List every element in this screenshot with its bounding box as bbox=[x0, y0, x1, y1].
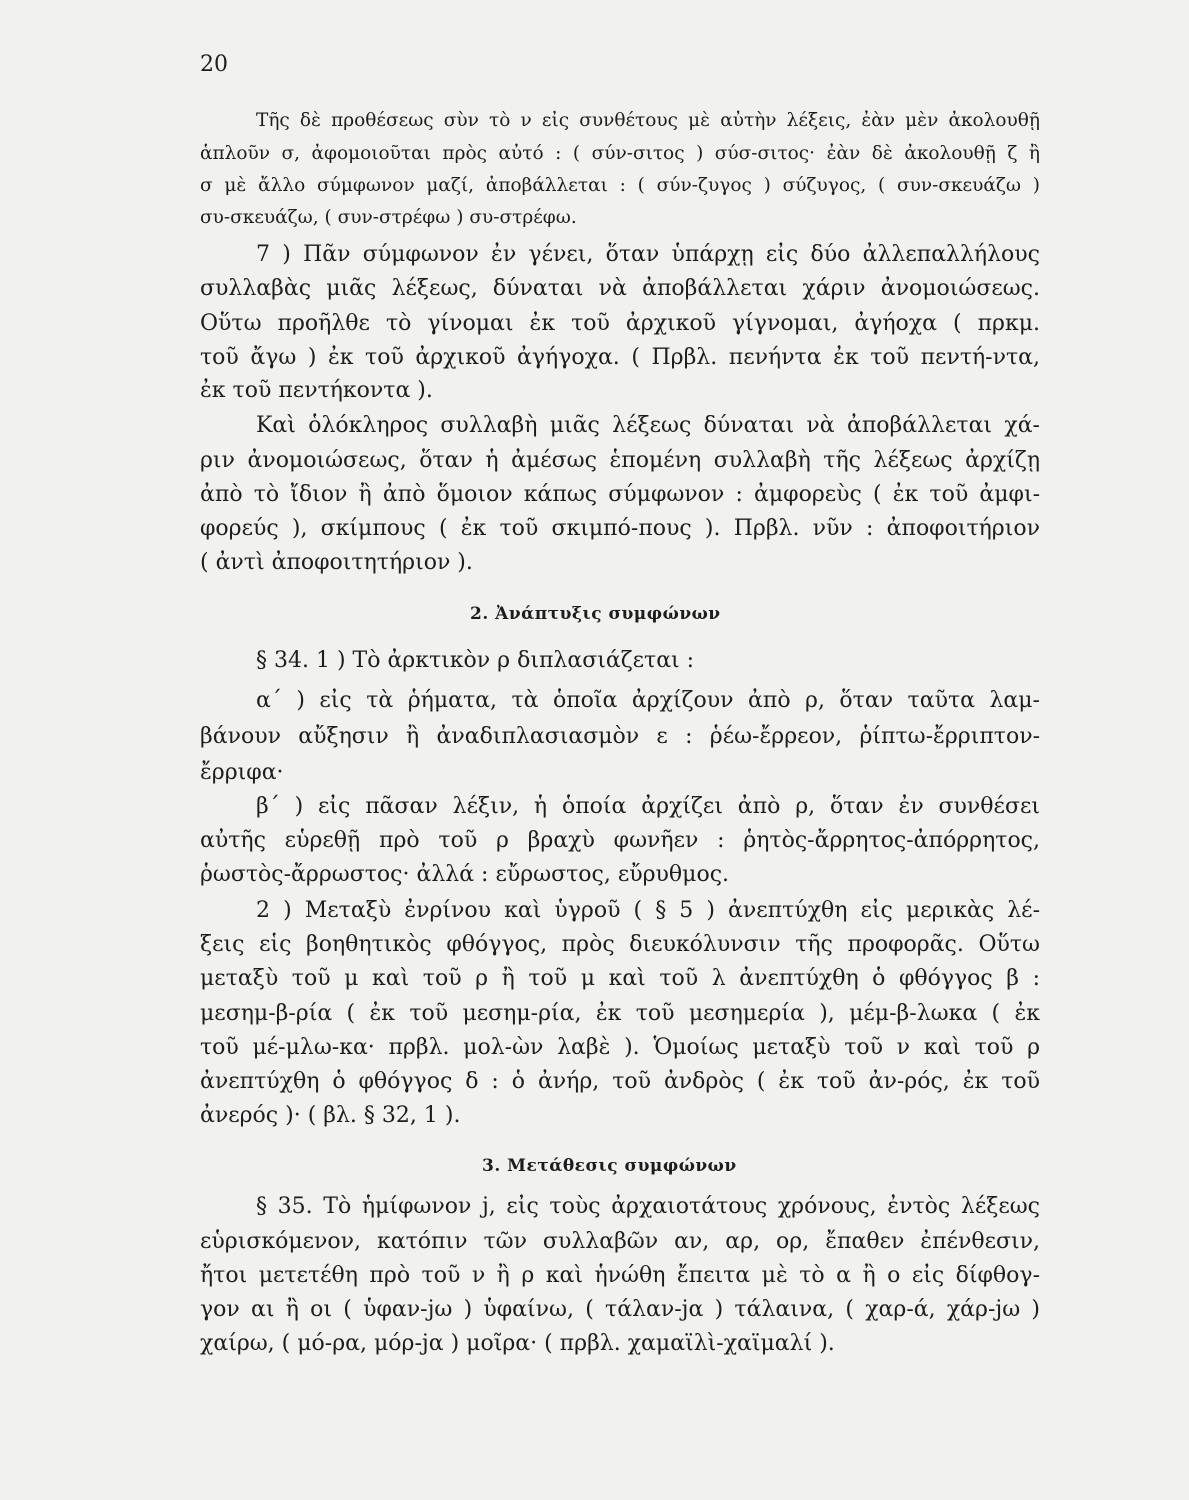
text-line: μεσημ-β-ρία ( ἐκ τοῦ μεσημ-ρία, ἐκ τοῦ μεσημερία ), μέμ-β-λωκα ( ἐκ bbox=[200, 1001, 1040, 1026]
text-line: ἀπὸ τὸ ἴδιον ἢ ἀπὸ ὅμοιον κάπως σύμφωνον : ἀμφορεὺς ( ἐκ τοῦ ἀμφι- bbox=[200, 482, 1040, 507]
text-line: Τῆς δὲ προθέσεως σὺν τὸ ν εἰς συνθέτους μὲ αὐτὴν λέξεις, ἐὰν μὲν ἀκολουθῇ bbox=[256, 110, 1040, 131]
text-line: ἁπλοῦν σ, ἀφομοιοῦται πρὸς αὐτό : ( σύν-σιτος ) σύσ-σιτος· ἐὰν δὲ ἀκολουθῇ ζ ἢ bbox=[200, 143, 1040, 164]
text-line: ἤτοι μετετέθη πρὸ τοῦ ν ἢ ρ καὶ ἡνώθη ἔπειτα μὲ τὸ α ἢ ο εἰς δίφθογ- bbox=[200, 1263, 1040, 1288]
text-line: ἐκ τοῦ πεντήκοντα ). bbox=[200, 378, 433, 403]
text-line: βάνουν αὔξησιν ἢ ἀναδιπλασιασμὸν ε : ῥέω-ἔρρεον, ῥίπτω-ἔρριπτον- bbox=[200, 724, 1040, 749]
section-heading: 2. Ἀνάπτυξις συμφώνων bbox=[470, 604, 721, 624]
section-heading: 3. Μετάθεσις συμφώνων bbox=[482, 1156, 737, 1176]
text-line: τοῦ ἄγω ) ἐκ τοῦ ἀρχικοῦ ἀγήγοχα. ( Πρβλ. πενήντα ἐκ τοῦ πεντή-ντα, bbox=[200, 345, 1040, 370]
text-line: 7 ) Πᾶν σύμφωνον ἐν γένει, ὅταν ὑπάρχῃ εἰς δύο ἀλλεπαλλήλους bbox=[256, 242, 1040, 267]
text-line: φορεύς ), σκίμπους ( ἐκ τοῦ σκιμπό-πους ). Πρβλ. νῦν : ἀποφοιτήριον bbox=[200, 516, 1040, 541]
text-line: ἔρριφα· bbox=[200, 760, 284, 785]
page-number: 20 bbox=[200, 52, 228, 77]
text-line: γον αι ἢ οι ( ὑφαν-jω ) ὑφαίνω, ( τάλαν-jα ) τάλαινα, ( χαρ-ά, χάρ-jω ) bbox=[200, 1297, 1040, 1322]
text-line: ἀνεπτύχθη ὁ φθόγγος δ : ὁ ἀνήρ, τοῦ ἀνδρὸς ( ἐκ τοῦ ἀν-ρός, ἐκ τοῦ bbox=[200, 1069, 1040, 1094]
text-line: αὐτῆς εὑρεθῇ πρὸ τοῦ ρ βραχὺ φωνῆεν : ῥητὸς-ἄρρητος-ἀπόρρητος, bbox=[200, 828, 1040, 853]
text-line: § 34. 1 ) Τὸ ἀρκτικὸν ρ διπλασιάζεται : bbox=[256, 648, 695, 673]
text-line: β΄ ) εἰς πᾶσαν λέξιν, ἡ ὁποία ἀρχίζει ἀπὸ ρ, ὅταν ἐν συνθέσει bbox=[256, 794, 1040, 819]
text-line: ἀνερός )· ( βλ. § 32, 1 ). bbox=[200, 1103, 461, 1128]
text-line: Οὕτω προῆλθε τὸ γίνομαι ἐκ τοῦ ἀρχικοῦ γίγνομαι, ἀγήοχα ( πρκμ. bbox=[200, 311, 1040, 336]
text-line: ῥωστὸς-ἄρρωστος· ἀλλά : εὔρωστος, εὔρυθμος. bbox=[200, 862, 730, 887]
text-line: μεταξὺ τοῦ μ καὶ τοῦ ρ ἢ τοῦ μ καὶ τοῦ λ ἀνεπτύχθη ὁ φθόγγος β : bbox=[200, 966, 1040, 991]
text-line: Καὶ ὁλόκληρος συλλαβὴ μιᾶς λέξεως δύναται νὰ ἀποβάλλεται χά- bbox=[256, 413, 1040, 438]
text-line: εὑρισκόμενον, κατόπιν τῶν συλλαβῶν αν, αρ, ορ, ἔπαθεν ἐπένθεσιν, bbox=[200, 1229, 1040, 1254]
text-line: § 35. Τὸ ἡμίφωνον j, εἰς τοὺς ἀρχαιοτάτους χρόνους, ἐντὸς λέξεως bbox=[256, 1194, 1040, 1219]
text-line: σ μὲ ἄλλο σύμφωνον μαζί, ἀποβάλλεται : ( σύν-ζυγος ) σύζυγος, ( συν-σκευάζω ) bbox=[200, 175, 1040, 196]
text-line: 2 ) Μεταξὺ ἐνρίνου καὶ ὑγροῦ ( § 5 ) ἀνεπτύχθη εἰς μερικὰς λέ- bbox=[256, 898, 1040, 923]
text-line: ριν ἀνομοιώσεως, ὅταν ἡ ἀμέσως ἑπομένη συλλαβὴ τῆς λέξεως ἀρχίζῃ bbox=[200, 448, 1040, 473]
text-line: α΄ ) εἰς τὰ ῥήματα, τὰ ὁποῖα ἀρχίζουν ἀπὸ ρ, ὅταν ταῦτα λαμ- bbox=[256, 688, 1040, 713]
text-line: χαίρω, ( μό-ρα, μόρ-jα ) μοῖρα· ( πρβλ. χαμαϊλὶ-χαϊμαλί ). bbox=[200, 1331, 835, 1356]
text-line: συ-σκευάζω, ( συν-στρέφω ) συ-στρέφω. bbox=[200, 207, 577, 228]
text-line: συλλαβὰς μιᾶς λέξεως, δύναται νὰ ἀποβάλλεται χάριν ἀνομοιώσεως. bbox=[200, 276, 1040, 301]
text-line: ξεις εἷς βοηθητικὸς φθόγγος, πρὸς διευκόλυνσιν τῆς προφορᾶς. Οὕτω bbox=[200, 932, 1040, 957]
text-line: ( ἀντὶ ἀποφοιτητήριον ). bbox=[200, 550, 473, 575]
text-line: τοῦ μέ-μλω-κα· πρβλ. μολ-ὼν λαβὲ ). Ὁμοίως μεταξὺ τοῦ ν καὶ τοῦ ρ bbox=[200, 1035, 1040, 1060]
